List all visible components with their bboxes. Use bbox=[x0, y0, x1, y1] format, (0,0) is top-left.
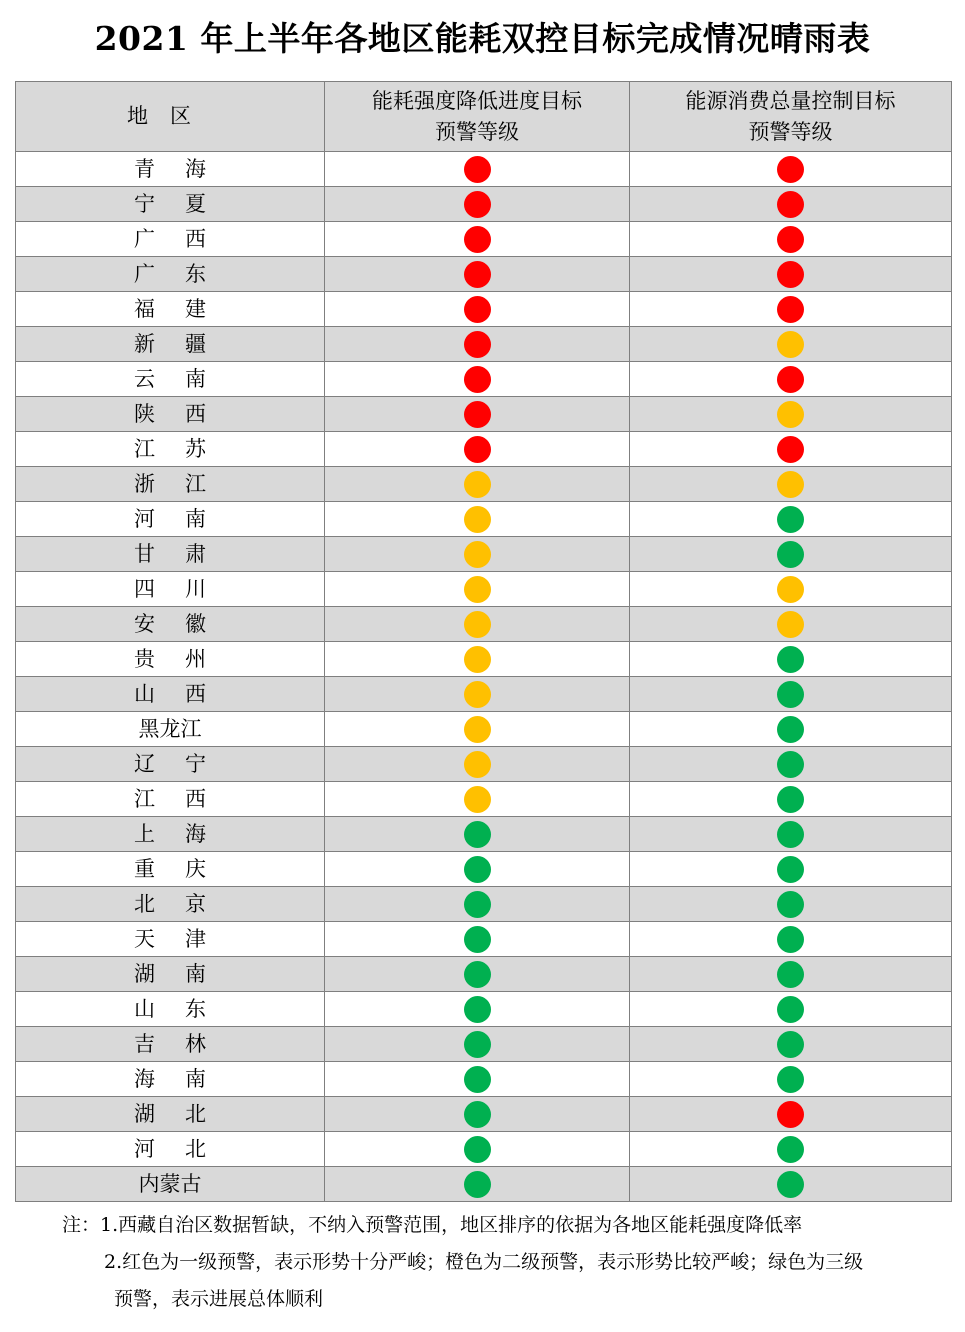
region-cell bbox=[16, 992, 325, 1027]
intensity-warning-cell bbox=[325, 257, 630, 292]
total-warning-cell bbox=[630, 922, 952, 957]
intensity-warning-dot bbox=[464, 611, 491, 638]
intensity-warning-cell bbox=[325, 747, 630, 782]
total-warning-cell bbox=[630, 642, 952, 677]
region-name: 江西 bbox=[134, 787, 206, 811]
total-warning-dot bbox=[777, 1171, 804, 1198]
region-name: 黑龙江 bbox=[138, 717, 202, 741]
region-name: 陕西 bbox=[134, 402, 206, 426]
region-cell bbox=[16, 432, 325, 467]
total-warning-dot bbox=[777, 226, 804, 253]
table-row bbox=[16, 292, 952, 327]
total-warning-dot bbox=[777, 331, 804, 358]
region-cell bbox=[16, 152, 325, 187]
total-warning-dot bbox=[777, 401, 804, 428]
intensity-warning-dot bbox=[464, 331, 491, 358]
total-warning-dot bbox=[777, 191, 804, 218]
intensity-warning-dot bbox=[464, 996, 491, 1023]
intensity-warning-cell bbox=[325, 642, 630, 677]
region-name: 湖北 bbox=[134, 1102, 206, 1126]
table-row bbox=[16, 257, 952, 292]
intensity-warning-cell bbox=[325, 607, 630, 642]
total-warning-dot bbox=[777, 891, 804, 918]
total-warning-cell bbox=[630, 327, 952, 362]
region-cell bbox=[16, 782, 325, 817]
region-cell bbox=[16, 292, 325, 327]
total-warning-cell bbox=[630, 222, 952, 257]
region-cell bbox=[16, 852, 325, 887]
total-header-line1: 能源消费总量控制目标 bbox=[685, 88, 896, 113]
total-warning-dot bbox=[777, 471, 804, 498]
region-name: 山西 bbox=[134, 682, 206, 706]
intensity-warning-cell bbox=[325, 572, 630, 607]
intensity-warning-dot bbox=[464, 1171, 491, 1198]
table-row bbox=[16, 712, 952, 747]
note-2: 2.红色为一级预警，表示形势十分严峻；橙色为二级预警，表示形势比较严峻；绿色为三级 bbox=[104, 1251, 864, 1273]
intensity-warning-cell bbox=[325, 502, 630, 537]
table-row bbox=[16, 992, 952, 1027]
region-cell bbox=[16, 677, 325, 712]
table-row bbox=[16, 677, 952, 712]
total-warning-dot bbox=[777, 1031, 804, 1058]
total-warning-dot bbox=[777, 1101, 804, 1128]
region-cell bbox=[16, 502, 325, 537]
region-cell bbox=[16, 1167, 325, 1202]
table-row bbox=[16, 222, 952, 257]
table-row bbox=[16, 747, 952, 782]
table-row bbox=[16, 1167, 952, 1202]
total-warning-dot bbox=[777, 716, 804, 743]
total-warning-dot bbox=[777, 506, 804, 533]
total-warning-dot bbox=[777, 926, 804, 953]
total-warning-cell bbox=[630, 992, 952, 1027]
table-row bbox=[16, 852, 952, 887]
warning-table bbox=[15, 81, 952, 1202]
region-name: 北京 bbox=[134, 892, 206, 916]
intensity-warning-dot bbox=[464, 226, 491, 253]
table-row bbox=[16, 502, 952, 537]
intensity-warning-cell bbox=[325, 537, 630, 572]
table-row bbox=[16, 817, 952, 852]
intensity-warning-dot bbox=[464, 1101, 491, 1128]
intensity-warning-cell bbox=[325, 292, 630, 327]
region-name: 贵州 bbox=[134, 647, 206, 671]
region-name: 广西 bbox=[134, 227, 206, 251]
region-name: 广东 bbox=[134, 262, 206, 286]
total-warning-dot bbox=[777, 961, 804, 988]
region-name: 四川 bbox=[134, 577, 206, 601]
total-warning-dot bbox=[777, 296, 804, 323]
intensity-warning-dot bbox=[464, 436, 491, 463]
region-name: 宁夏 bbox=[134, 192, 206, 216]
intensity-warning-dot bbox=[464, 541, 491, 568]
total-warning-cell bbox=[630, 782, 952, 817]
region-name: 辽宁 bbox=[134, 752, 206, 776]
intensity-warning-cell bbox=[325, 467, 630, 502]
note-2-continued: 预警，表示进展总体顺利 bbox=[114, 1288, 324, 1310]
region-name: 上海 bbox=[134, 822, 206, 846]
notes bbox=[0, 1207, 965, 1318]
table-row bbox=[16, 887, 952, 922]
intensity-warning-cell bbox=[325, 1027, 630, 1062]
table-row bbox=[16, 187, 952, 222]
region-column-header: 地区 bbox=[16, 82, 325, 152]
table-row bbox=[16, 1027, 952, 1062]
intensity-warning-dot bbox=[464, 681, 491, 708]
region-name: 河北 bbox=[134, 1137, 206, 1161]
region-cell bbox=[16, 397, 325, 432]
region-name: 甘肃 bbox=[134, 542, 206, 566]
intensity-warning-dot bbox=[464, 961, 491, 988]
total-warning-cell bbox=[630, 257, 952, 292]
region-name: 内蒙古 bbox=[138, 1172, 202, 1196]
intensity-column-header bbox=[325, 82, 630, 152]
total-warning-cell bbox=[630, 502, 952, 537]
region-cell bbox=[16, 642, 325, 677]
total-warning-cell bbox=[630, 397, 952, 432]
table-row bbox=[16, 1132, 952, 1167]
region-cell bbox=[16, 1027, 325, 1062]
table-row bbox=[16, 432, 952, 467]
intensity-warning-cell bbox=[325, 677, 630, 712]
total-warning-cell bbox=[630, 887, 952, 922]
intensity-warning-dot bbox=[464, 296, 491, 323]
table-row bbox=[16, 607, 952, 642]
total-warning-cell bbox=[630, 957, 952, 992]
intensity-warning-dot bbox=[464, 401, 491, 428]
table-row bbox=[16, 1097, 952, 1132]
region-cell bbox=[16, 887, 325, 922]
total-warning-dot bbox=[777, 821, 804, 848]
intensity-warning-cell bbox=[325, 1132, 630, 1167]
total-warning-cell bbox=[630, 1167, 952, 1202]
total-warning-cell bbox=[630, 432, 952, 467]
intensity-header-line2: 预警等级 bbox=[435, 119, 519, 144]
table-row bbox=[16, 537, 952, 572]
region-name: 山东 bbox=[134, 997, 206, 1021]
region-name: 吉林 bbox=[134, 1032, 206, 1056]
intensity-warning-dot bbox=[464, 1031, 491, 1058]
table-row bbox=[16, 467, 952, 502]
table-row bbox=[16, 327, 952, 362]
total-warning-dot bbox=[777, 436, 804, 463]
total-header-line2: 预警等级 bbox=[748, 119, 833, 144]
intensity-warning-cell bbox=[325, 712, 630, 747]
region-cell bbox=[16, 747, 325, 782]
region-name: 新疆 bbox=[134, 332, 206, 356]
intensity-warning-dot bbox=[464, 261, 491, 288]
region-cell bbox=[16, 1062, 325, 1097]
total-warning-cell bbox=[630, 1062, 952, 1097]
region-cell bbox=[16, 572, 325, 607]
intensity-warning-cell bbox=[325, 852, 630, 887]
table-row bbox=[16, 782, 952, 817]
region-name: 安徽 bbox=[134, 612, 206, 636]
total-warning-dot bbox=[777, 156, 804, 183]
region-name: 天津 bbox=[134, 927, 206, 951]
total-column-header bbox=[630, 82, 952, 152]
table-row bbox=[16, 152, 952, 187]
total-warning-cell bbox=[630, 677, 952, 712]
intensity-warning-cell bbox=[325, 152, 630, 187]
total-warning-cell bbox=[630, 747, 952, 782]
region-cell bbox=[16, 1097, 325, 1132]
intensity-warning-cell bbox=[325, 1167, 630, 1202]
intensity-warning-dot bbox=[464, 191, 491, 218]
table-row bbox=[16, 957, 952, 992]
region-name: 湖南 bbox=[134, 962, 206, 986]
intensity-warning-dot bbox=[464, 366, 491, 393]
intensity-warning-cell bbox=[325, 817, 630, 852]
total-warning-cell bbox=[630, 572, 952, 607]
region-cell bbox=[16, 467, 325, 502]
intensity-warning-dot bbox=[464, 891, 491, 918]
table-row bbox=[16, 362, 952, 397]
table-body bbox=[16, 152, 952, 1202]
region-name: 浙江 bbox=[134, 472, 206, 496]
intensity-warning-cell bbox=[325, 187, 630, 222]
region-cell bbox=[16, 957, 325, 992]
region-cell bbox=[16, 922, 325, 957]
region-name: 青海 bbox=[134, 157, 206, 181]
region-cell bbox=[16, 607, 325, 642]
total-warning-dot bbox=[777, 576, 804, 603]
total-warning-dot bbox=[777, 996, 804, 1023]
intensity-warning-dot bbox=[464, 751, 491, 778]
region-cell bbox=[16, 712, 325, 747]
region-name: 云南 bbox=[134, 367, 206, 391]
region-cell bbox=[16, 257, 325, 292]
intensity-warning-dot bbox=[464, 576, 491, 603]
total-warning-cell bbox=[630, 362, 952, 397]
table-row bbox=[16, 922, 952, 957]
total-warning-cell bbox=[630, 187, 952, 222]
intensity-warning-cell bbox=[325, 222, 630, 257]
note-1: 注：1.西藏自治区数据暂缺，不纳入预警范围，地区排序的依据为各地区能耗强度降低率 bbox=[62, 1214, 803, 1236]
total-warning-dot bbox=[777, 1066, 804, 1093]
intensity-warning-dot bbox=[464, 1066, 491, 1093]
region-cell bbox=[16, 222, 325, 257]
intensity-warning-cell bbox=[325, 922, 630, 957]
total-warning-cell bbox=[630, 1027, 952, 1062]
intensity-warning-cell bbox=[325, 327, 630, 362]
intensity-header-line1: 能耗强度降低进度目标 bbox=[372, 88, 582, 113]
total-warning-cell bbox=[630, 712, 952, 747]
total-warning-cell bbox=[630, 1097, 952, 1132]
total-warning-dot bbox=[777, 681, 804, 708]
total-warning-cell bbox=[630, 607, 952, 642]
intensity-warning-dot bbox=[464, 156, 491, 183]
intensity-warning-dot bbox=[464, 856, 491, 883]
intensity-warning-dot bbox=[464, 471, 491, 498]
intensity-warning-cell bbox=[325, 887, 630, 922]
intensity-warning-cell bbox=[325, 992, 630, 1027]
total-warning-dot bbox=[777, 366, 804, 393]
region-cell bbox=[16, 1132, 325, 1167]
total-warning-cell bbox=[630, 152, 952, 187]
region-cell bbox=[16, 327, 325, 362]
intensity-warning-cell bbox=[325, 362, 630, 397]
table-row bbox=[16, 572, 952, 607]
page-title: 2021 年上半年各地区能耗双控目标完成情况晴雨表 bbox=[94, 19, 871, 58]
intensity-warning-cell bbox=[325, 957, 630, 992]
region-cell bbox=[16, 362, 325, 397]
table-row bbox=[16, 1062, 952, 1097]
region-cell bbox=[16, 817, 325, 852]
intensity-warning-cell bbox=[325, 432, 630, 467]
region-cell bbox=[16, 187, 325, 222]
intensity-warning-cell bbox=[325, 397, 630, 432]
intensity-warning-dot bbox=[464, 1136, 491, 1163]
total-warning-cell bbox=[630, 537, 952, 572]
total-warning-dot bbox=[777, 751, 804, 778]
intensity-warning-cell bbox=[325, 782, 630, 817]
region-name: 重庆 bbox=[134, 857, 206, 881]
total-warning-dot bbox=[777, 541, 804, 568]
intensity-warning-dot bbox=[464, 821, 491, 848]
intensity-warning-cell bbox=[325, 1097, 630, 1132]
intensity-warning-cell bbox=[325, 1062, 630, 1097]
table-row bbox=[16, 642, 952, 677]
region-name: 江苏 bbox=[134, 437, 206, 461]
intensity-warning-dot bbox=[464, 506, 491, 533]
intensity-warning-dot bbox=[464, 646, 491, 673]
total-warning-cell bbox=[630, 1132, 952, 1167]
total-warning-dot bbox=[777, 1136, 804, 1163]
table-row bbox=[16, 397, 952, 432]
region-name: 海南 bbox=[134, 1067, 206, 1091]
total-warning-dot bbox=[777, 261, 804, 288]
region-name: 河南 bbox=[134, 507, 206, 531]
region-name: 福建 bbox=[134, 297, 206, 321]
total-warning-cell bbox=[630, 852, 952, 887]
intensity-warning-dot bbox=[464, 786, 491, 813]
total-warning-cell bbox=[630, 817, 952, 852]
table-header-row bbox=[16, 82, 952, 152]
intensity-warning-dot bbox=[464, 926, 491, 953]
total-warning-cell bbox=[630, 467, 952, 502]
total-warning-dot bbox=[777, 646, 804, 673]
total-warning-dot bbox=[777, 786, 804, 813]
total-warning-dot bbox=[777, 611, 804, 638]
region-cell bbox=[16, 537, 325, 572]
intensity-warning-dot bbox=[464, 716, 491, 743]
total-warning-dot bbox=[777, 856, 804, 883]
total-warning-cell bbox=[630, 292, 952, 327]
